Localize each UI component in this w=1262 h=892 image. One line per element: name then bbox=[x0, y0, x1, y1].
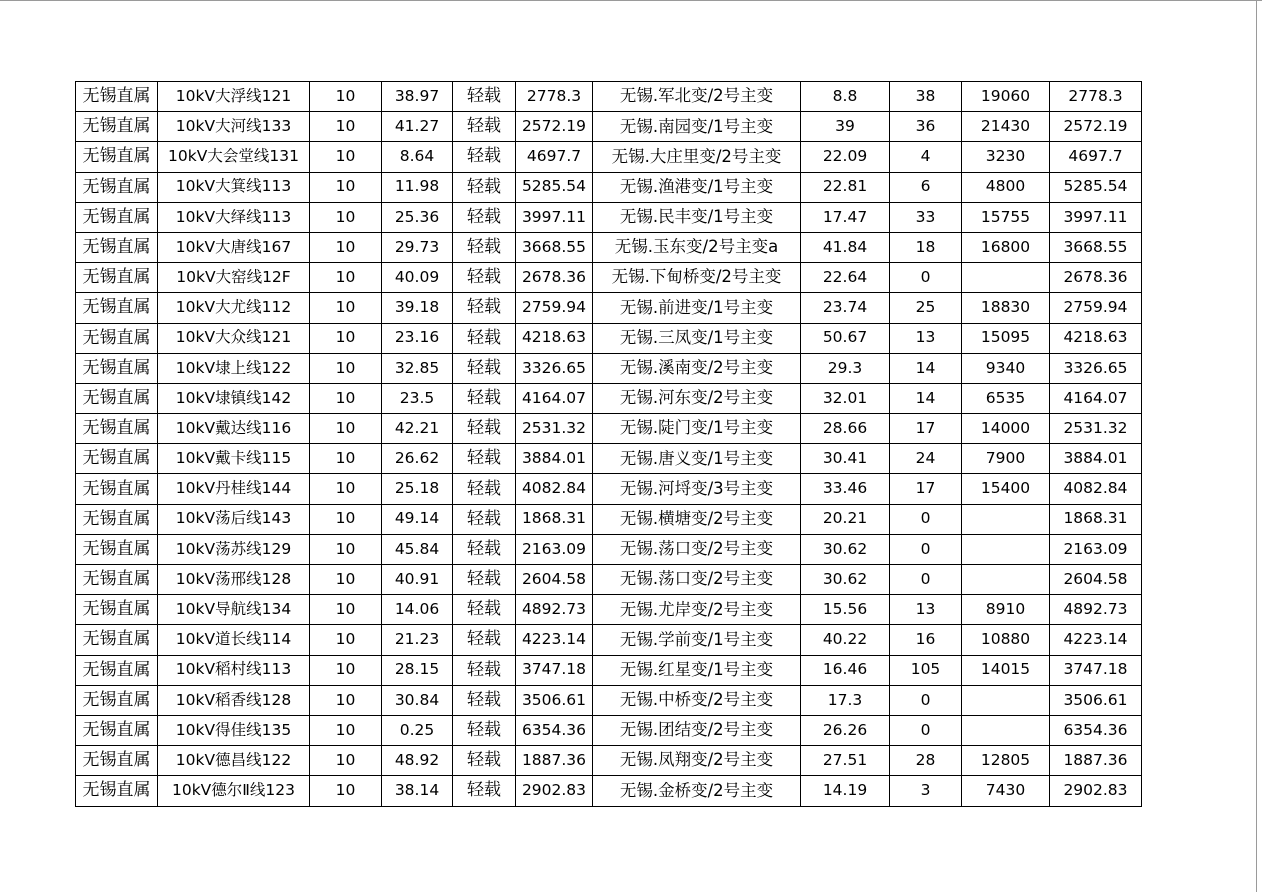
cell-load: 轻载 bbox=[453, 323, 516, 353]
cell-sub: 无锡.南园变/1号主变 bbox=[593, 112, 801, 142]
cell-sub: 无锡.荡口变/2号主变 bbox=[593, 534, 801, 564]
cell-total: 3506.61 bbox=[1050, 685, 1142, 715]
cell-total: 2531.32 bbox=[1050, 414, 1142, 444]
cell-total: 4892.73 bbox=[1050, 595, 1142, 625]
cell-value: 2759.94 bbox=[516, 293, 593, 323]
cell-value: 4164.07 bbox=[516, 383, 593, 413]
cell-org: 无锡直属 bbox=[76, 776, 158, 806]
cell-capacity: 3230 bbox=[962, 142, 1050, 172]
cell-count: 17 bbox=[890, 474, 962, 504]
cell-voltage: 10 bbox=[310, 414, 382, 444]
cell-load: 轻载 bbox=[453, 685, 516, 715]
cell-sub: 无锡.渔港变/1号主变 bbox=[593, 172, 801, 202]
cell-total: 3326.65 bbox=[1050, 353, 1142, 383]
cell-sub: 无锡.唐义变/1号主变 bbox=[593, 444, 801, 474]
cell-capacity: 7900 bbox=[962, 444, 1050, 474]
cell-value: 2572.19 bbox=[516, 112, 593, 142]
cell-value: 1887.36 bbox=[516, 746, 593, 776]
cell-line: 10kV道长线114 bbox=[158, 625, 310, 655]
cell-total: 5285.54 bbox=[1050, 172, 1142, 202]
cell-load: 轻载 bbox=[453, 293, 516, 323]
cell-line: 10kV大会堂线131 bbox=[158, 142, 310, 172]
cell-capacity: 16800 bbox=[962, 232, 1050, 262]
cell-rate: 40.09 bbox=[382, 263, 453, 293]
table-row bbox=[76, 353, 1142, 383]
cell-capacity: 18830 bbox=[962, 293, 1050, 323]
cell-load: 轻载 bbox=[453, 655, 516, 685]
cell-rate: 14.06 bbox=[382, 595, 453, 625]
cell-rate: 45.84 bbox=[382, 534, 453, 564]
cell-load: 轻载 bbox=[453, 202, 516, 232]
cell-org: 无锡直属 bbox=[76, 534, 158, 564]
cell-sub: 无锡.三凤变/1号主变 bbox=[593, 323, 801, 353]
cell-sub: 无锡.横塘变/2号主变 bbox=[593, 504, 801, 534]
cell-load: 轻载 bbox=[453, 776, 516, 806]
cell-capacity: 6535 bbox=[962, 383, 1050, 413]
cell-voltage: 10 bbox=[310, 534, 382, 564]
cell-sub: 无锡.河东变/2号主变 bbox=[593, 383, 801, 413]
cell-load: 轻载 bbox=[453, 565, 516, 595]
cell-count: 25 bbox=[890, 293, 962, 323]
cell-capacity bbox=[962, 565, 1050, 595]
cell-org: 无锡直属 bbox=[76, 172, 158, 202]
cell-line: 10kV大众线121 bbox=[158, 323, 310, 353]
table-row bbox=[76, 776, 1142, 806]
cell-count: 24 bbox=[890, 444, 962, 474]
cell-count: 17 bbox=[890, 414, 962, 444]
cell-voltage: 10 bbox=[310, 565, 382, 595]
cell-rate: 42.21 bbox=[382, 414, 453, 444]
cell-voltage: 10 bbox=[310, 685, 382, 715]
cell-value: 4892.73 bbox=[516, 595, 593, 625]
cell-sub-rate: 22.64 bbox=[801, 263, 890, 293]
cell-sub-rate: 40.22 bbox=[801, 625, 890, 655]
cell-line: 10kV戴达线116 bbox=[158, 414, 310, 444]
cell-org: 无锡直属 bbox=[76, 383, 158, 413]
cell-sub-rate: 32.01 bbox=[801, 383, 890, 413]
table-row bbox=[76, 202, 1142, 232]
cell-load: 轻载 bbox=[453, 504, 516, 534]
cell-sub: 无锡.前进变/1号主变 bbox=[593, 293, 801, 323]
cell-load: 轻载 bbox=[453, 142, 516, 172]
table-row bbox=[76, 655, 1142, 685]
cell-sub-rate: 33.46 bbox=[801, 474, 890, 504]
cell-value: 2678.36 bbox=[516, 263, 593, 293]
table-row bbox=[76, 595, 1142, 625]
table-row bbox=[76, 414, 1142, 444]
cell-capacity: 9340 bbox=[962, 353, 1050, 383]
cell-capacity: 10880 bbox=[962, 625, 1050, 655]
cell-capacity bbox=[962, 504, 1050, 534]
cell-total: 4082.84 bbox=[1050, 474, 1142, 504]
cell-capacity bbox=[962, 534, 1050, 564]
cell-sub-rate: 15.56 bbox=[801, 595, 890, 625]
cell-line: 10kV导航线134 bbox=[158, 595, 310, 625]
cell-org: 无锡直属 bbox=[76, 715, 158, 745]
cell-line: 10kV得佳线135 bbox=[158, 715, 310, 745]
cell-total: 2902.83 bbox=[1050, 776, 1142, 806]
cell-line: 10kV大箕线113 bbox=[158, 172, 310, 202]
cell-voltage: 10 bbox=[310, 112, 382, 142]
cell-total: 3884.01 bbox=[1050, 444, 1142, 474]
cell-total: 4218.63 bbox=[1050, 323, 1142, 353]
cell-org: 无锡直属 bbox=[76, 474, 158, 504]
cell-count: 13 bbox=[890, 595, 962, 625]
cell-org: 无锡直属 bbox=[76, 595, 158, 625]
cell-capacity: 21430 bbox=[962, 112, 1050, 142]
cell-value: 6354.36 bbox=[516, 715, 593, 745]
cell-value: 2163.09 bbox=[516, 534, 593, 564]
table-row bbox=[76, 746, 1142, 776]
cell-total: 2678.36 bbox=[1050, 263, 1142, 293]
cell-total: 4697.7 bbox=[1050, 142, 1142, 172]
table-body bbox=[76, 82, 1142, 807]
cell-line: 10kV荡后线143 bbox=[158, 504, 310, 534]
cell-capacity bbox=[962, 263, 1050, 293]
cell-org: 无锡直属 bbox=[76, 565, 158, 595]
cell-load: 轻载 bbox=[453, 414, 516, 444]
cell-total: 3747.18 bbox=[1050, 655, 1142, 685]
table-row bbox=[76, 504, 1142, 534]
cell-sub: 无锡.玉东变/2号主变a bbox=[593, 232, 801, 262]
table-row bbox=[76, 142, 1142, 172]
cell-rate: 21.23 bbox=[382, 625, 453, 655]
cell-org: 无锡直属 bbox=[76, 685, 158, 715]
table-row bbox=[76, 383, 1142, 413]
cell-value: 2778.3 bbox=[516, 82, 593, 112]
cell-total: 2572.19 bbox=[1050, 112, 1142, 142]
cell-org: 无锡直属 bbox=[76, 504, 158, 534]
cell-line: 10kV大绎线113 bbox=[158, 202, 310, 232]
table-row bbox=[76, 172, 1142, 202]
cell-voltage: 10 bbox=[310, 715, 382, 745]
cell-rate: 38.97 bbox=[382, 82, 453, 112]
cell-load: 轻载 bbox=[453, 474, 516, 504]
cell-sub: 无锡.陡门变/1号主变 bbox=[593, 414, 801, 444]
cell-value: 1868.31 bbox=[516, 504, 593, 534]
cell-total: 4164.07 bbox=[1050, 383, 1142, 413]
cell-load: 轻载 bbox=[453, 746, 516, 776]
cell-count: 16 bbox=[890, 625, 962, 655]
cell-sub-rate: 39 bbox=[801, 112, 890, 142]
cell-load: 轻载 bbox=[453, 263, 516, 293]
cell-voltage: 10 bbox=[310, 353, 382, 383]
cell-sub: 无锡.凤翔变/2号主变 bbox=[593, 746, 801, 776]
page-right-border bbox=[1256, 0, 1257, 892]
cell-count: 0 bbox=[890, 565, 962, 595]
cell-rate: 40.91 bbox=[382, 565, 453, 595]
table-row bbox=[76, 82, 1142, 112]
cell-sub-rate: 8.8 bbox=[801, 82, 890, 112]
cell-line: 10kV大浮线121 bbox=[158, 82, 310, 112]
cell-line: 10kV德昌线122 bbox=[158, 746, 310, 776]
cell-count: 38 bbox=[890, 82, 962, 112]
cell-sub-rate: 22.09 bbox=[801, 142, 890, 172]
cell-count: 14 bbox=[890, 383, 962, 413]
cell-count: 33 bbox=[890, 202, 962, 232]
cell-capacity: 19060 bbox=[962, 82, 1050, 112]
cell-org: 无锡直属 bbox=[76, 625, 158, 655]
cell-rate: 32.85 bbox=[382, 353, 453, 383]
cell-load: 轻载 bbox=[453, 625, 516, 655]
cell-rate: 23.16 bbox=[382, 323, 453, 353]
cell-voltage: 10 bbox=[310, 383, 382, 413]
cell-value: 3506.61 bbox=[516, 685, 593, 715]
cell-sub: 无锡.团结变/2号主变 bbox=[593, 715, 801, 745]
cell-load: 轻载 bbox=[453, 353, 516, 383]
table-row bbox=[76, 565, 1142, 595]
cell-load: 轻载 bbox=[453, 172, 516, 202]
cell-sub: 无锡.溪南变/2号主变 bbox=[593, 353, 801, 383]
cell-capacity: 7430 bbox=[962, 776, 1050, 806]
table-row bbox=[76, 232, 1142, 262]
cell-total: 1868.31 bbox=[1050, 504, 1142, 534]
cell-sub: 无锡.中桥变/2号主变 bbox=[593, 685, 801, 715]
cell-value: 2604.58 bbox=[516, 565, 593, 595]
cell-rate: 38.14 bbox=[382, 776, 453, 806]
cell-load: 轻载 bbox=[453, 534, 516, 564]
cell-org: 无锡直属 bbox=[76, 353, 158, 383]
cell-sub-rate: 30.62 bbox=[801, 534, 890, 564]
cell-org: 无锡直属 bbox=[76, 414, 158, 444]
cell-org: 无锡直属 bbox=[76, 202, 158, 232]
cell-org: 无锡直属 bbox=[76, 655, 158, 685]
cell-count: 0 bbox=[890, 715, 962, 745]
cell-voltage: 10 bbox=[310, 82, 382, 112]
cell-rate: 0.25 bbox=[382, 715, 453, 745]
cell-sub-rate: 17.3 bbox=[801, 685, 890, 715]
cell-sub-rate: 17.47 bbox=[801, 202, 890, 232]
cell-sub-rate: 14.19 bbox=[801, 776, 890, 806]
cell-rate: 39.18 bbox=[382, 293, 453, 323]
cell-value: 3668.55 bbox=[516, 232, 593, 262]
cell-count: 13 bbox=[890, 323, 962, 353]
cell-rate: 29.73 bbox=[382, 232, 453, 262]
cell-voltage: 10 bbox=[310, 232, 382, 262]
cell-rate: 49.14 bbox=[382, 504, 453, 534]
cell-org: 无锡直属 bbox=[76, 232, 158, 262]
cell-load: 轻载 bbox=[453, 383, 516, 413]
cell-line: 10kV稻香线128 bbox=[158, 685, 310, 715]
cell-sub-rate: 23.74 bbox=[801, 293, 890, 323]
cell-voltage: 10 bbox=[310, 293, 382, 323]
cell-count: 0 bbox=[890, 685, 962, 715]
cell-value: 3884.01 bbox=[516, 444, 593, 474]
cell-org: 无锡直属 bbox=[76, 323, 158, 353]
cell-rate: 11.98 bbox=[382, 172, 453, 202]
cell-total: 3997.11 bbox=[1050, 202, 1142, 232]
page-top-border bbox=[0, 0, 1262, 1]
cell-rate: 48.92 bbox=[382, 746, 453, 776]
cell-org: 无锡直属 bbox=[76, 444, 158, 474]
cell-count: 4 bbox=[890, 142, 962, 172]
cell-line: 10kV荡苏线129 bbox=[158, 534, 310, 564]
cell-sub: 无锡.金桥变/2号主变 bbox=[593, 776, 801, 806]
cell-voltage: 10 bbox=[310, 655, 382, 685]
cell-sub-rate: 27.51 bbox=[801, 746, 890, 776]
cell-line: 10kV荡邢线128 bbox=[158, 565, 310, 595]
cell-capacity: 12805 bbox=[962, 746, 1050, 776]
cell-sub: 无锡.荡口变/2号主变 bbox=[593, 565, 801, 595]
cell-sub-rate: 26.26 bbox=[801, 715, 890, 745]
cell-load: 轻载 bbox=[453, 82, 516, 112]
table-row bbox=[76, 625, 1142, 655]
cell-sub: 无锡.红星变/1号主变 bbox=[593, 655, 801, 685]
cell-org: 无锡直属 bbox=[76, 112, 158, 142]
cell-value: 3326.65 bbox=[516, 353, 593, 383]
table-row bbox=[76, 715, 1142, 745]
cell-rate: 25.36 bbox=[382, 202, 453, 232]
cell-load: 轻载 bbox=[453, 232, 516, 262]
cell-load: 轻载 bbox=[453, 444, 516, 474]
cell-load: 轻载 bbox=[453, 595, 516, 625]
cell-count: 0 bbox=[890, 263, 962, 293]
table-row bbox=[76, 263, 1142, 293]
cell-capacity: 15095 bbox=[962, 323, 1050, 353]
cell-line: 10kV丹桂线144 bbox=[158, 474, 310, 504]
cell-line: 10kV大窑线12F bbox=[158, 263, 310, 293]
cell-voltage: 10 bbox=[310, 595, 382, 625]
cell-sub: 无锡.河埒变/3号主变 bbox=[593, 474, 801, 504]
cell-rate: 23.5 bbox=[382, 383, 453, 413]
cell-capacity: 4800 bbox=[962, 172, 1050, 202]
table-row bbox=[76, 323, 1142, 353]
cell-count: 28 bbox=[890, 746, 962, 776]
cell-total: 2759.94 bbox=[1050, 293, 1142, 323]
cell-total: 1887.36 bbox=[1050, 746, 1142, 776]
table-row bbox=[76, 444, 1142, 474]
cell-voltage: 10 bbox=[310, 776, 382, 806]
cell-org: 无锡直属 bbox=[76, 142, 158, 172]
cell-sub-rate: 30.41 bbox=[801, 444, 890, 474]
cell-value: 4697.7 bbox=[516, 142, 593, 172]
table-row bbox=[76, 685, 1142, 715]
cell-count: 36 bbox=[890, 112, 962, 142]
table-row bbox=[76, 112, 1142, 142]
cell-count: 105 bbox=[890, 655, 962, 685]
cell-voltage: 10 bbox=[310, 202, 382, 232]
cell-voltage: 10 bbox=[310, 444, 382, 474]
cell-count: 18 bbox=[890, 232, 962, 262]
cell-total: 2778.3 bbox=[1050, 82, 1142, 112]
cell-count: 0 bbox=[890, 534, 962, 564]
cell-value: 2902.83 bbox=[516, 776, 593, 806]
cell-sub: 无锡.民丰变/1号主变 bbox=[593, 202, 801, 232]
cell-rate: 26.62 bbox=[382, 444, 453, 474]
cell-capacity: 15400 bbox=[962, 474, 1050, 504]
cell-sub-rate: 28.66 bbox=[801, 414, 890, 444]
cell-sub-rate: 41.84 bbox=[801, 232, 890, 262]
cell-sub-rate: 29.3 bbox=[801, 353, 890, 383]
cell-capacity: 14000 bbox=[962, 414, 1050, 444]
cell-value: 4082.84 bbox=[516, 474, 593, 504]
cell-sub-rate: 16.46 bbox=[801, 655, 890, 685]
cell-sub: 无锡.下甸桥变/2号主变 bbox=[593, 263, 801, 293]
cell-voltage: 10 bbox=[310, 474, 382, 504]
cell-voltage: 10 bbox=[310, 263, 382, 293]
cell-org: 无锡直属 bbox=[76, 82, 158, 112]
cell-capacity: 8910 bbox=[962, 595, 1050, 625]
cell-sub: 无锡.学前变/1号主变 bbox=[593, 625, 801, 655]
cell-rate: 30.84 bbox=[382, 685, 453, 715]
cell-capacity bbox=[962, 685, 1050, 715]
cell-rate: 28.15 bbox=[382, 655, 453, 685]
cell-line: 10kV德尔Ⅱ线123 bbox=[158, 776, 310, 806]
cell-sub-rate: 22.81 bbox=[801, 172, 890, 202]
cell-line: 10kV大尤线112 bbox=[158, 293, 310, 323]
cell-capacity: 14015 bbox=[962, 655, 1050, 685]
cell-line: 10kV大河线133 bbox=[158, 112, 310, 142]
table-row bbox=[76, 293, 1142, 323]
cell-line: 10kV大唐线167 bbox=[158, 232, 310, 262]
cell-total: 2163.09 bbox=[1050, 534, 1142, 564]
cell-value: 4218.63 bbox=[516, 323, 593, 353]
cell-value: 3997.11 bbox=[516, 202, 593, 232]
cell-value: 5285.54 bbox=[516, 172, 593, 202]
table-row bbox=[76, 474, 1142, 504]
cell-org: 无锡直属 bbox=[76, 263, 158, 293]
cell-org: 无锡直属 bbox=[76, 293, 158, 323]
cell-rate: 41.27 bbox=[382, 112, 453, 142]
cell-voltage: 10 bbox=[310, 625, 382, 655]
cell-count: 0 bbox=[890, 504, 962, 534]
cell-load: 轻载 bbox=[453, 112, 516, 142]
cell-sub-rate: 30.62 bbox=[801, 565, 890, 595]
cell-capacity: 15755 bbox=[962, 202, 1050, 232]
cell-total: 3668.55 bbox=[1050, 232, 1142, 262]
cell-load: 轻载 bbox=[453, 715, 516, 745]
cell-voltage: 10 bbox=[310, 746, 382, 776]
cell-capacity bbox=[962, 715, 1050, 745]
cell-sub-rate: 50.67 bbox=[801, 323, 890, 353]
cell-line: 10kV埭镇线142 bbox=[158, 383, 310, 413]
cell-voltage: 10 bbox=[310, 504, 382, 534]
cell-sub: 无锡.大庄里变/2号主变 bbox=[593, 142, 801, 172]
cell-org: 无锡直属 bbox=[76, 746, 158, 776]
cell-value: 2531.32 bbox=[516, 414, 593, 444]
cell-sub-rate: 20.21 bbox=[801, 504, 890, 534]
cell-count: 3 bbox=[890, 776, 962, 806]
cell-line: 10kV埭上线122 bbox=[158, 353, 310, 383]
cell-count: 14 bbox=[890, 353, 962, 383]
cell-value: 4223.14 bbox=[516, 625, 593, 655]
cell-rate: 25.18 bbox=[382, 474, 453, 504]
data-table bbox=[75, 81, 1142, 807]
cell-total: 6354.36 bbox=[1050, 715, 1142, 745]
cell-sub: 无锡.军北变/2号主变 bbox=[593, 82, 801, 112]
cell-voltage: 10 bbox=[310, 142, 382, 172]
cell-count: 6 bbox=[890, 172, 962, 202]
cell-value: 3747.18 bbox=[516, 655, 593, 685]
cell-voltage: 10 bbox=[310, 323, 382, 353]
cell-total: 4223.14 bbox=[1050, 625, 1142, 655]
cell-line: 10kV稻村线113 bbox=[158, 655, 310, 685]
cell-line: 10kV戴卡线115 bbox=[158, 444, 310, 474]
cell-total: 2604.58 bbox=[1050, 565, 1142, 595]
cell-voltage: 10 bbox=[310, 172, 382, 202]
cell-rate: 8.64 bbox=[382, 142, 453, 172]
table-row bbox=[76, 534, 1142, 564]
cell-sub: 无锡.尤岸变/2号主变 bbox=[593, 595, 801, 625]
